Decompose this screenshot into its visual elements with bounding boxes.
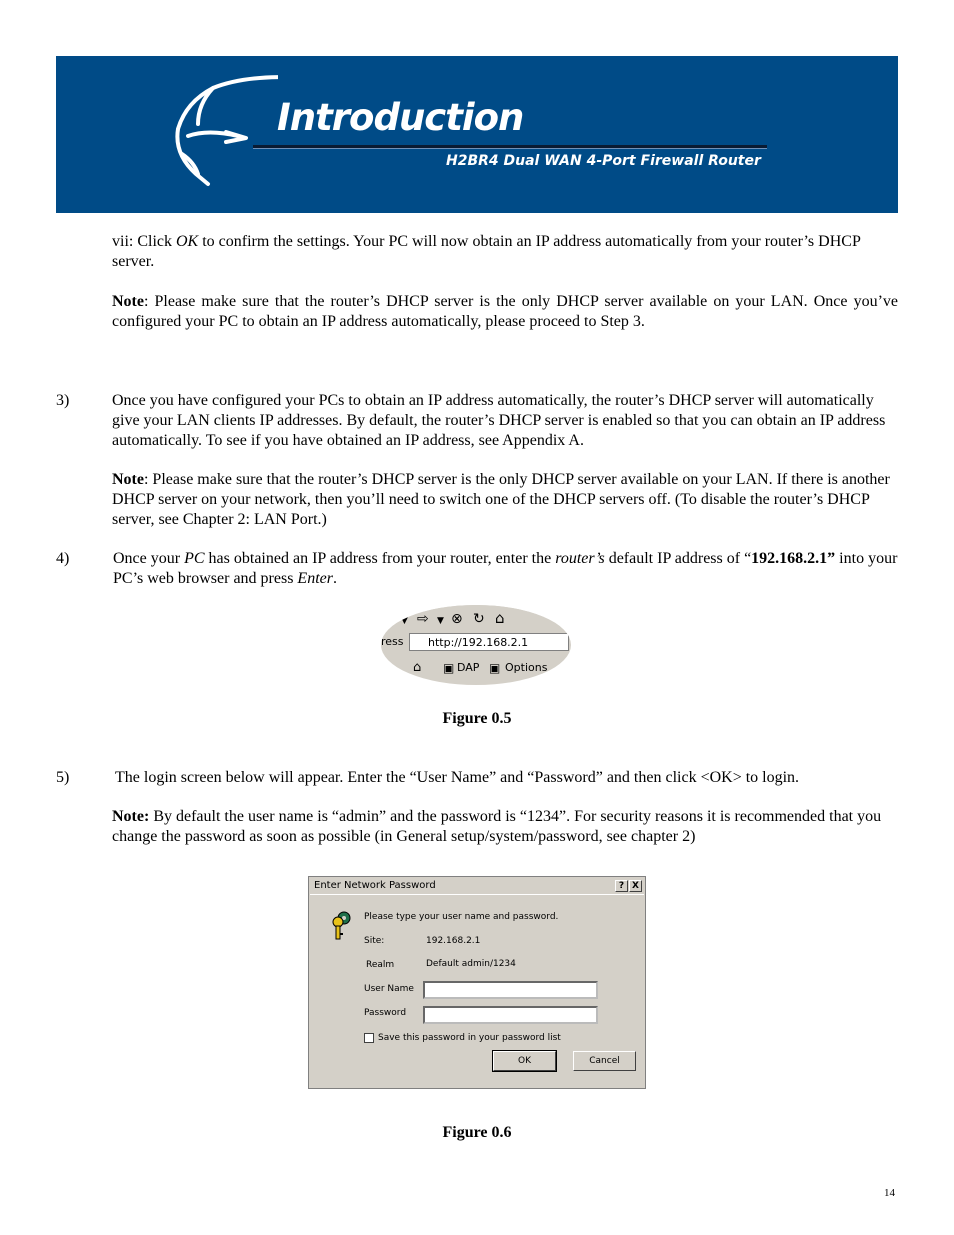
step-3-note (112, 470, 898, 530)
step-4-paragraph (113, 549, 899, 589)
note-paragraph-1 (112, 292, 898, 332)
note-label: Note (112, 471, 144, 488)
ok-button[interactable]: OK (493, 1051, 556, 1071)
password-input[interactable] (423, 1006, 598, 1024)
note-text: : Please make sure that the router’s DHCP server is the only DHCP server available on your LAN. If there is another DHCP server on your network, then you’ll need to switch one of the DHCP servers off. (To disable the router’s DHCP server, see Chapter 2: LAN Port.) (112, 471, 890, 528)
pc-word: PC (184, 550, 205, 567)
site-label: Site: (364, 936, 385, 946)
refresh-icon[interactable]: ↻ (473, 611, 485, 627)
step-4-number: 4) (56, 550, 70, 567)
browser-button-bar (381, 605, 571, 633)
keys-icon (329, 909, 355, 941)
step-5-note (112, 807, 898, 847)
step-vii-text: to confirm the settings. Your PC will now obtain an IP address automatically from your router’s DHCP server. (112, 233, 861, 270)
text-run: default IP address of “ (604, 550, 752, 567)
page-number: 14 (884, 1187, 895, 1199)
close-button[interactable]: X (629, 880, 642, 892)
enter-word: Enter (297, 570, 333, 587)
dropdown-arrow-icon[interactable]: ▼ (437, 616, 444, 626)
default-ip: 192.168.2.1” (751, 550, 836, 567)
save-password-checkbox[interactable] (364, 1033, 374, 1043)
step-vii-paragraph (112, 232, 898, 272)
cancel-button[interactable]: Cancel (573, 1051, 636, 1071)
step-5-paragraph: The login screen below will appear. Enter the “User Name” and “Password” and then click <OK> to login. (115, 769, 800, 786)
step-5-number: 5) (56, 769, 70, 786)
note-label: Note: (112, 808, 150, 825)
text-run: . (332, 570, 337, 587)
address-label: ress (381, 635, 404, 648)
header-banner (56, 56, 898, 213)
step-3-paragraph: Once you have configured your PCs to obtain an IP address automatically, the router’s DHCP server will automatically give your LAN clients IP addresses. By default, the router’s DHCP server is enabled so that you can obtain an IP address automatically. To see if you have obtained an IP address, see Appendix A. (112, 392, 886, 449)
dialog-titlebar (310, 878, 644, 895)
stop-icon[interactable]: ⊗ (451, 611, 463, 627)
link-page-icon: ▣ (489, 661, 501, 675)
step-3-number: 3) (56, 392, 70, 409)
header-rule-highlight (253, 148, 767, 149)
help-button[interactable]: ? (615, 880, 628, 892)
note-text: By default the user name is “admin” and the password is “1234”. For security reasons it is recommended that you change the password as soon as possible (in General setup/system/password, see chapter 2) (112, 808, 882, 845)
figure-5-caption: Figure 0.5 (442, 710, 512, 727)
dialog-title: Enter Network Password (314, 880, 436, 891)
step-vii-prefix: vii: Click (112, 233, 176, 250)
text-run: has obtained an IP address from your router, enter the (204, 550, 556, 567)
browser-toolbar-figure (381, 605, 571, 685)
eagle-logo (168, 74, 278, 189)
realm-value: Default admin/1234 (426, 959, 516, 969)
username-input[interactable] (423, 981, 598, 999)
ok-word: OK (176, 233, 199, 250)
note-text: : Please make sure that the router’s DHCP server is the only DHCP server available on your LAN. Once you’ve configured your PC to obtain an IP address automatically, please proceed to Step 3. (112, 293, 898, 330)
note-label: Note (112, 293, 144, 310)
network-password-dialog (308, 876, 646, 1089)
username-label: User Name (364, 984, 414, 994)
address-bar-input[interactable]: http://192.168.2.1 (409, 633, 569, 651)
text-run: Once your (113, 550, 185, 567)
header-subtitle: H2BR4 Dual WAN 4-Port Firewall Router (446, 153, 761, 169)
link-options[interactable]: Options (505, 661, 548, 674)
text-run: into your PC’s web browser and press (113, 550, 898, 587)
header-title: Introduction (277, 96, 524, 139)
home-icon[interactable]: ⌂ (495, 609, 505, 627)
realm-label: Realm (366, 960, 395, 970)
site-value: 192.168.2.1 (426, 936, 481, 946)
dialog-prompt: Please type your user name and password. (364, 912, 559, 922)
password-label: Password (364, 1008, 407, 1018)
link-dap[interactable]: DAP (457, 661, 480, 674)
forward-arrow-icon[interactable]: ⇨ (417, 611, 429, 627)
dropdown-arrow-icon[interactable]: ▼ (401, 616, 408, 626)
link-page-icon: ▣ (443, 661, 455, 675)
figure-6-caption: Figure 0.6 (442, 1124, 512, 1141)
routers-word: router’s (555, 550, 605, 567)
save-password-label[interactable]: Save this password in your password list (378, 1033, 561, 1043)
back-button-fragment[interactable]: ck (383, 614, 396, 627)
home-link-icon[interactable]: ⌂ (413, 660, 422, 675)
